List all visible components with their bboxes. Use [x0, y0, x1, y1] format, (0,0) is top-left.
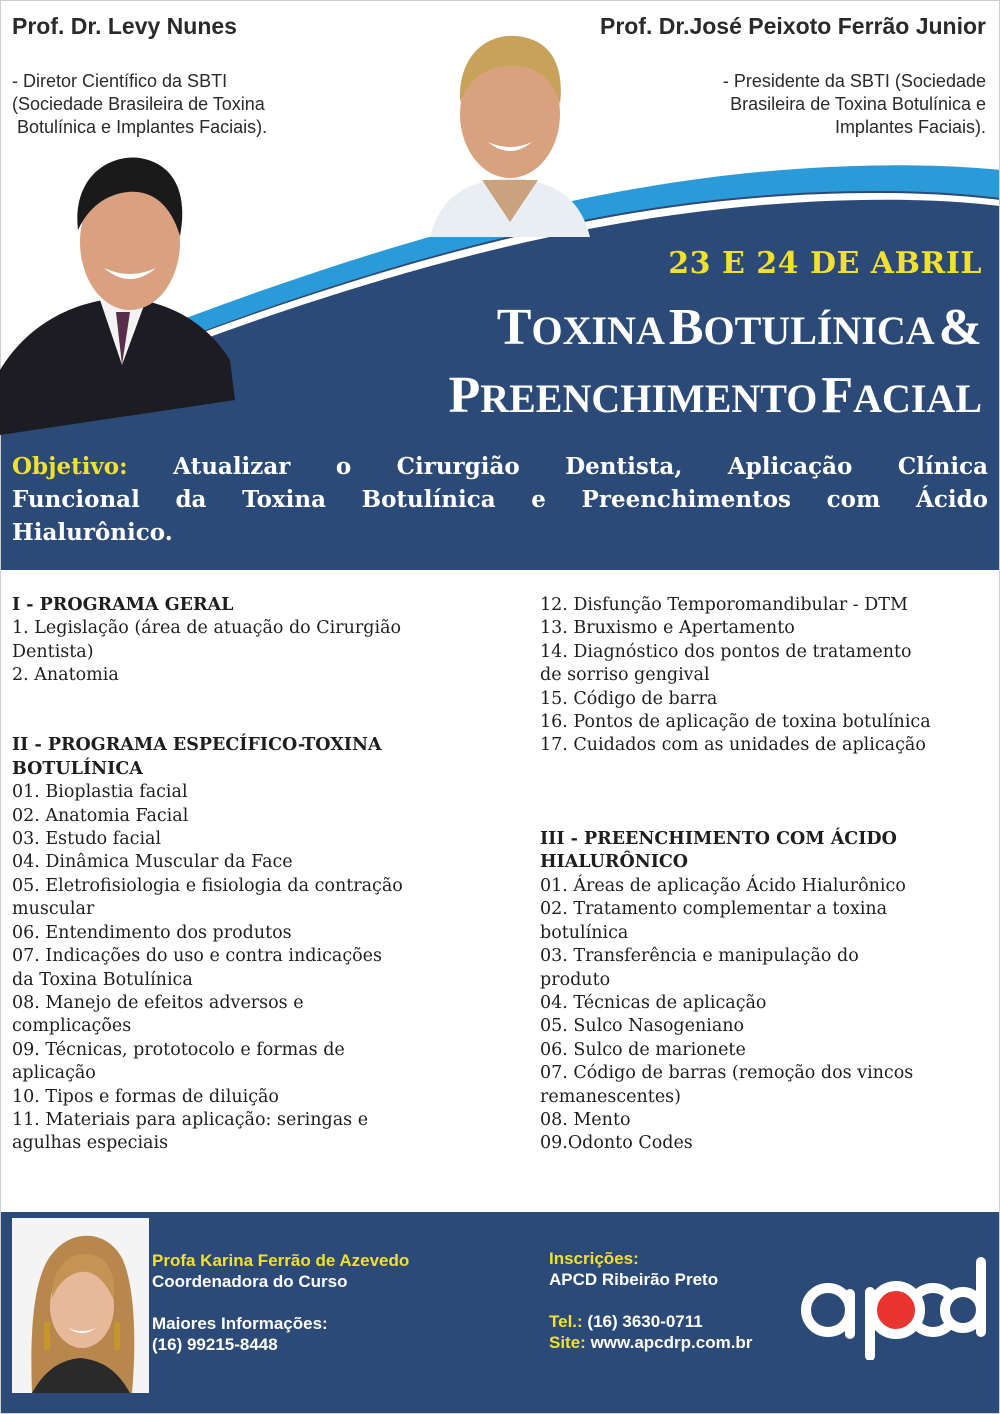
program-item: 07. Código de barras (remoção dos vincos [540, 1063, 914, 1084]
program-item: 08. Mento [540, 1109, 631, 1130]
program-item: 13. Bruxismo e Apertamento [540, 618, 795, 639]
tel-value: (16) 3630-0711 [587, 1312, 703, 1331]
program-item: 10. Tipos e formas de diluição [12, 1086, 279, 1107]
program-item: 14. Diagnóstico dos pontos de tratamento [540, 641, 912, 662]
program-item: de sorriso gengival [540, 665, 710, 686]
program-item [12, 711, 517, 734]
program-section-heading: II - PROGRAMA ESPECÍFICO-TOXINA [12, 735, 382, 756]
program-item [540, 805, 995, 828]
coordinator-role: Coordenadora do Curso [152, 1272, 348, 1291]
program-item: 09. Técnicas, prototocolo e formas de [12, 1039, 345, 1060]
program-item [540, 758, 995, 781]
program-section-heading: I - PROGRAMA GERAL [12, 595, 234, 615]
program-item: Dentista) [12, 641, 94, 662]
program-item [540, 781, 995, 804]
speaker-left-name: Prof. Dr. Levy Nunes [12, 13, 237, 39]
event-date: 23 E 24 DE ABRIL [668, 246, 982, 281]
program-item: da Toxina Botulínica [12, 969, 193, 990]
event-title-line-1: TOXINA BOTULÍNICA & [496, 299, 982, 356]
program-item: 05. Sulco Nasogeniano [540, 1016, 745, 1037]
more-info-phone: (16) 99215-8448 [152, 1335, 278, 1354]
speaker-right-photo [420, 22, 600, 237]
program-item: 01. Bioplastia facial [12, 782, 188, 803]
program-item [12, 688, 517, 711]
program-item: 12. Disfunção Temporomandibular - DTM [540, 595, 908, 615]
program-item: 17. Cuidados com as unidades de aplicação [540, 735, 926, 756]
program-item: complicações [12, 1016, 132, 1037]
program-item: 07. Indicações do uso e contra indicações [12, 946, 382, 967]
more-info-label: Maiores Informações: [152, 1314, 328, 1333]
program-column-right [540, 594, 995, 1156]
program-item: aplicação [12, 1063, 96, 1084]
coordinator-info [152, 1250, 409, 1355]
tel-label: Tel.: [549, 1312, 583, 1331]
program-item: 09.Odonto Codes [540, 1133, 693, 1154]
program-item: 05. Eletrofisiologia e fisiologia da contração [12, 875, 403, 896]
program-item: 03. Estudo facial [12, 829, 162, 850]
program-item: produto [540, 969, 611, 990]
program-item: 2. Anatomia [12, 665, 119, 686]
program-item: 06. Entendimento dos produtos [12, 922, 292, 943]
apcd-logo [798, 1252, 990, 1360]
program-section-heading: BOTULÍNICA [12, 758, 143, 779]
event-title-line-2: PREENCHIMENTO FACIAL [448, 367, 982, 424]
coordinator-photo [12, 1218, 149, 1393]
program-item: 1. Legislação (área de atuação do Cirurgião [12, 618, 402, 639]
registration-info [549, 1248, 752, 1353]
objective [12, 450, 988, 549]
program-item: 04. Técnicas de aplicação [540, 992, 767, 1013]
site-link[interactable]: www.apcdrp.com.br [590, 1333, 753, 1352]
program-item: agulhas especiais [12, 1133, 169, 1154]
program-item: 11. Materiais para aplicação: seringas e [12, 1109, 369, 1130]
program-item: 06. Sulco de marionete [540, 1039, 746, 1060]
speaker-right-description: - Presidente da SBTI (Sociedade Brasileira de Toxina Botulínica e Implantes Faciais). [722, 71, 986, 137]
program-item: 08. Manejo de efeitos adversos e [12, 992, 304, 1013]
program-item: 15. Código de barra [540, 688, 718, 709]
program-item: 02. Tratamento complementar a toxina [540, 899, 888, 920]
program-item: muscular [12, 899, 95, 920]
site-label: Site: [549, 1333, 586, 1352]
program-item: 04. Dinâmica Muscular da Face [12, 852, 293, 873]
speaker-right-name: Prof. Dr.José Peixoto Ferrão Junior [600, 13, 986, 39]
objective-line-2: Funcional da Toxina Botulínica e Preenchimentos com Ácido [12, 486, 988, 513]
program-section-heading: III - PREENCHIMENTO COM ÁCIDO [540, 829, 897, 850]
objective-label: Objetivo: [12, 453, 128, 480]
objective-line-3: Hialurônico. [12, 519, 173, 546]
program-column-left [12, 594, 517, 1156]
inscricoes-place: APCD Ribeirão Preto [549, 1270, 719, 1289]
objective-line-1: Atualizar o Cirurgião Dentista, Aplicação Clínica [173, 453, 988, 480]
speaker-left-description: - Diretor Científico da SBTI (Sociedade Brasileira de Toxina Botulínica e Implantes Faciais). [12, 71, 268, 137]
program-item: botulínica [540, 922, 629, 943]
program-item: 02. Anatomia Facial [12, 805, 189, 826]
program-item: 01. Áreas de aplicação Ácido Hialurônico [540, 875, 906, 896]
event-title [448, 300, 982, 436]
speaker-left-photo [0, 150, 240, 435]
coordinator-name: Profa Karina Ferrão de Azevedo [152, 1251, 410, 1270]
inscricoes-label: Inscrições: [549, 1249, 639, 1268]
program-item: remanescentes) [540, 1086, 681, 1107]
program-section-heading: HIALURÔNICO [540, 852, 689, 873]
program-item: 03. Transferência e manipulação do [540, 946, 859, 967]
program-item: 16. Pontos de aplicação de toxina botulínica [540, 712, 931, 733]
